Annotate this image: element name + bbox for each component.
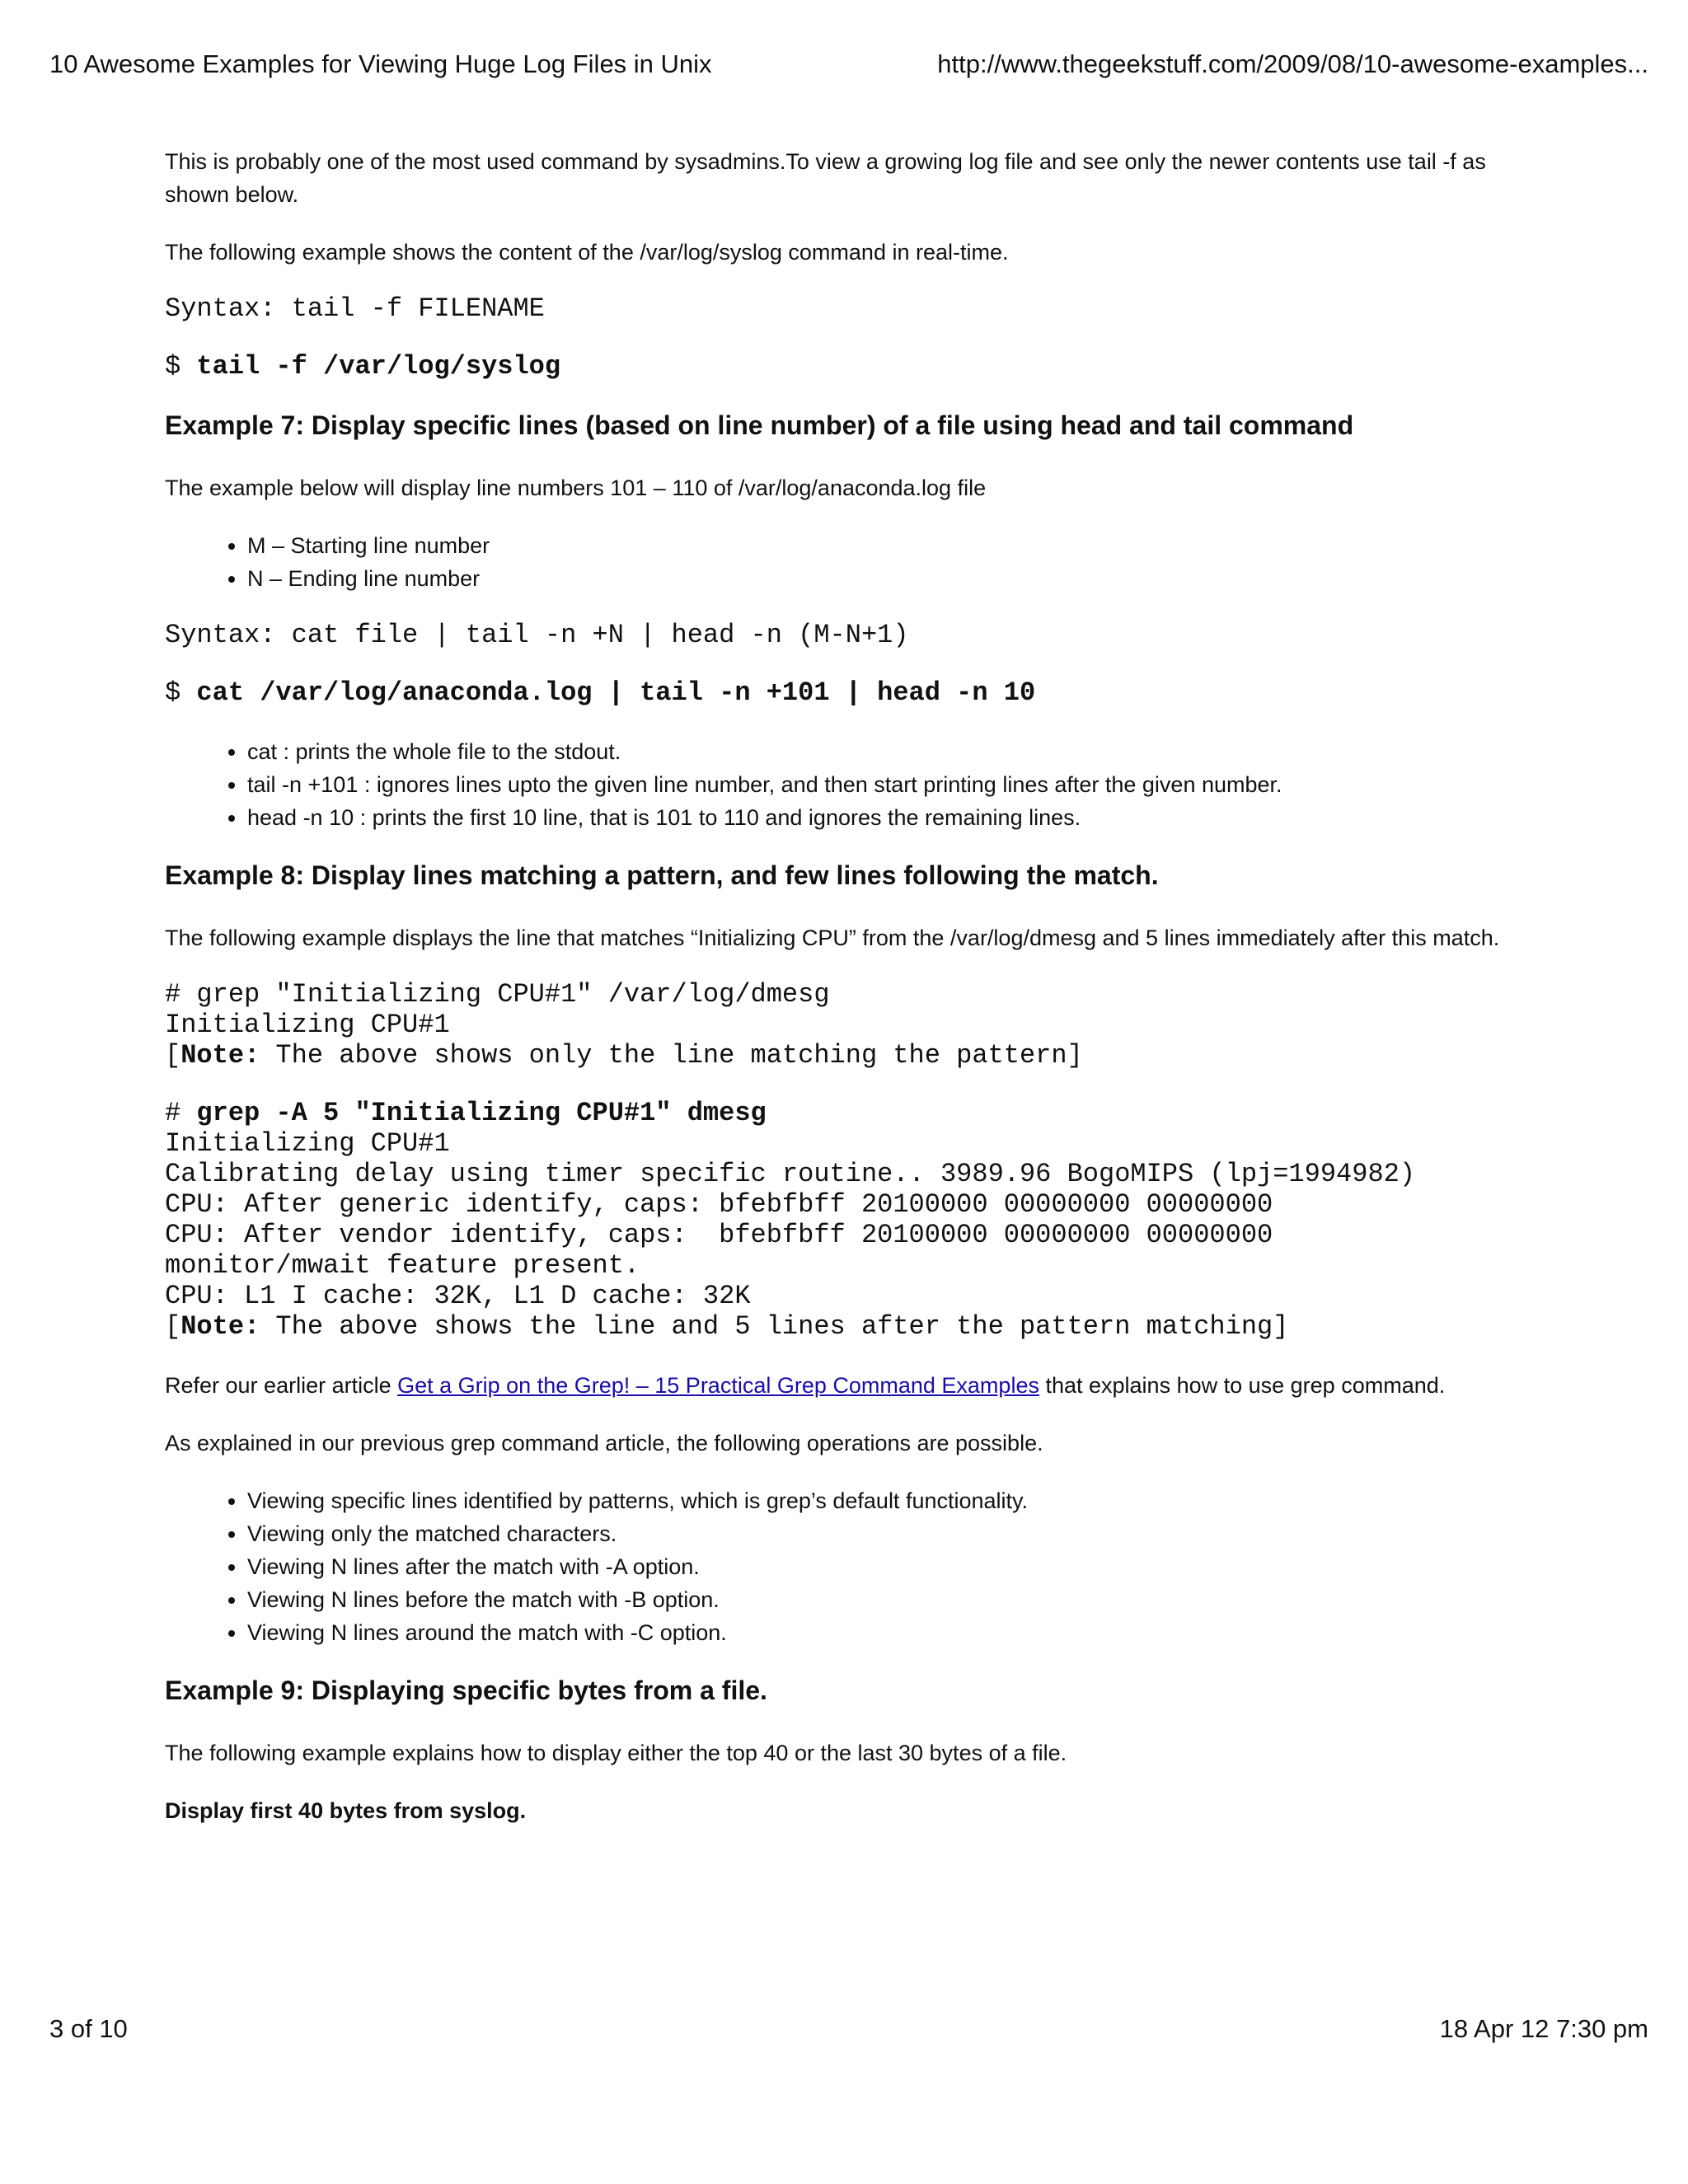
- code-line: # grep "Initializing CPU#1" /var/log/dmesg: [165, 979, 830, 1010]
- example-9-paragraph: The following example explains how to display either the top 40 or the last 30 bytes of a file.: [165, 1741, 1067, 1765]
- syntax-cat-text: Syntax: cat file | tail -n +N | head -n (M-N+1): [165, 620, 909, 650]
- note-label: Note:: [181, 1311, 260, 1342]
- example-9-heading: Example 9: Displaying specific bytes from a file.: [165, 1675, 767, 1705]
- code-output: Initializing CPU#1 Calibrating delay using timer specific routine.. 3989.96 BogoMIPS (lpj=1994982) CPU: After generic identify, caps: bfebfbff 20100000 00000000 00000000 CPU: After vendor identify, caps: bfebfbff 20100000 00000000 00000000 monitor/mwait feature present. CPU: L1 I cache: 32K, L1 D cache: 32K: [165, 1128, 1416, 1311]
- note-bracket: [: [165, 1311, 181, 1342]
- example-7-list: [165, 529, 1517, 595]
- page-number: 3 of 10: [49, 2014, 128, 2043]
- command-prompt: $: [165, 351, 197, 382]
- as-explained-paragraph: As explained in our previous grep command article, the following operations are possible.: [165, 1431, 1043, 1455]
- syntax-cat-code: [165, 620, 1517, 650]
- list-item: • tail -n +101 : ignores lines upto the given line number, and then start printing lines after the given number.: [247, 768, 1517, 801]
- command-prompt: #: [165, 1098, 197, 1128]
- print-datetime: 18 Apr 12 7:30 pm: [1439, 2014, 1648, 2043]
- tail-command-code: [165, 351, 1517, 382]
- note-bracket: [: [165, 1040, 181, 1071]
- grep-article-link[interactable]: Get a Grip on the Grep! – 15 Practical Grep Command Examples: [397, 1373, 1039, 1398]
- tail-command-text: tail -f /var/log/syslog: [196, 351, 561, 382]
- list-item: • M – Starting line number: [247, 529, 1517, 562]
- list-item: • head -n 10 : prints the first 10 line, that is 101 to 110 and ignores the remaining lines.: [247, 801, 1517, 834]
- syntax-tail-code: [165, 293, 1517, 324]
- refer-prefix: Refer our earlier article: [165, 1373, 398, 1398]
- example-7-explanation-list: [165, 735, 1517, 834]
- list-item: • cat : prints the whole file to the stdout.: [247, 735, 1517, 768]
- syntax-tail-text: Syntax: tail -f FILENAME: [165, 293, 545, 324]
- list-item: • Viewing only the matched characters.: [247, 1517, 1517, 1550]
- header-url: http://www.thegeekstuff.com/2009/08/10-awesome-examples...: [937, 49, 1648, 78]
- list-item: • Viewing N lines after the match with -A option.: [247, 1550, 1517, 1583]
- command-prompt: $: [165, 677, 197, 708]
- note-text: The above shows the line and 5 lines after the pattern matching]: [260, 1311, 1289, 1342]
- example-7-heading: Example 7: Display specific lines (based on line number) of a file using head and tail command: [165, 410, 1354, 440]
- note-text: The above shows only the line matching the pattern]: [260, 1040, 1083, 1071]
- grep-after-command: grep -A 5 "Initializing CPU#1" dmesg: [196, 1098, 767, 1128]
- first-40-bytes-heading: Display first 40 bytes from syslog.: [165, 1798, 527, 1823]
- grep-basic-code: [165, 979, 1517, 1071]
- list-item: • Viewing N lines around the match with -C option.: [247, 1616, 1517, 1649]
- example-8-paragraph: The following example displays the line that matches “Initializing CPU” from the /var/log/dmesg and 5 lines immediately after this match.: [165, 926, 1500, 950]
- article-body: [165, 145, 1517, 1852]
- intro-paragraph: This is probably one of the most used command by sysadmins.To view a growing log file and see only the newer contents use tail -f as shown below.: [165, 149, 1486, 207]
- example-8-heading: Example 8: Display lines matching a pattern, and few lines following the match.: [165, 860, 1159, 890]
- cat-command-code: [165, 677, 1517, 708]
- list-item: • Viewing specific lines identified by patterns, which is grep’s default functionality.: [247, 1484, 1517, 1517]
- example-7-paragraph: The example below will display line numbers 101 – 110 of /var/log/anaconda.log file: [165, 476, 987, 500]
- note-label: Note:: [181, 1040, 260, 1071]
- grep-operations-list: [165, 1484, 1517, 1649]
- code-line: Initializing CPU#1: [165, 1010, 450, 1040]
- cat-command-text: cat /var/log/anaconda.log | tail -n +101 | head -n 10: [196, 677, 1036, 708]
- following-paragraph: The following example shows the content of the /var/log/syslog command in real-time.: [165, 240, 1009, 265]
- list-item: • Viewing N lines before the match with -B option.: [247, 1583, 1517, 1616]
- grep-after-code: [165, 1098, 1517, 1342]
- header-title: 10 Awesome Examples for Viewing Huge Log Files in Unix: [49, 49, 712, 78]
- list-item: • N – Ending line number: [247, 562, 1517, 595]
- refer-paragraph: [165, 1369, 1517, 1402]
- refer-suffix: that explains how to use grep command.: [1039, 1373, 1446, 1398]
